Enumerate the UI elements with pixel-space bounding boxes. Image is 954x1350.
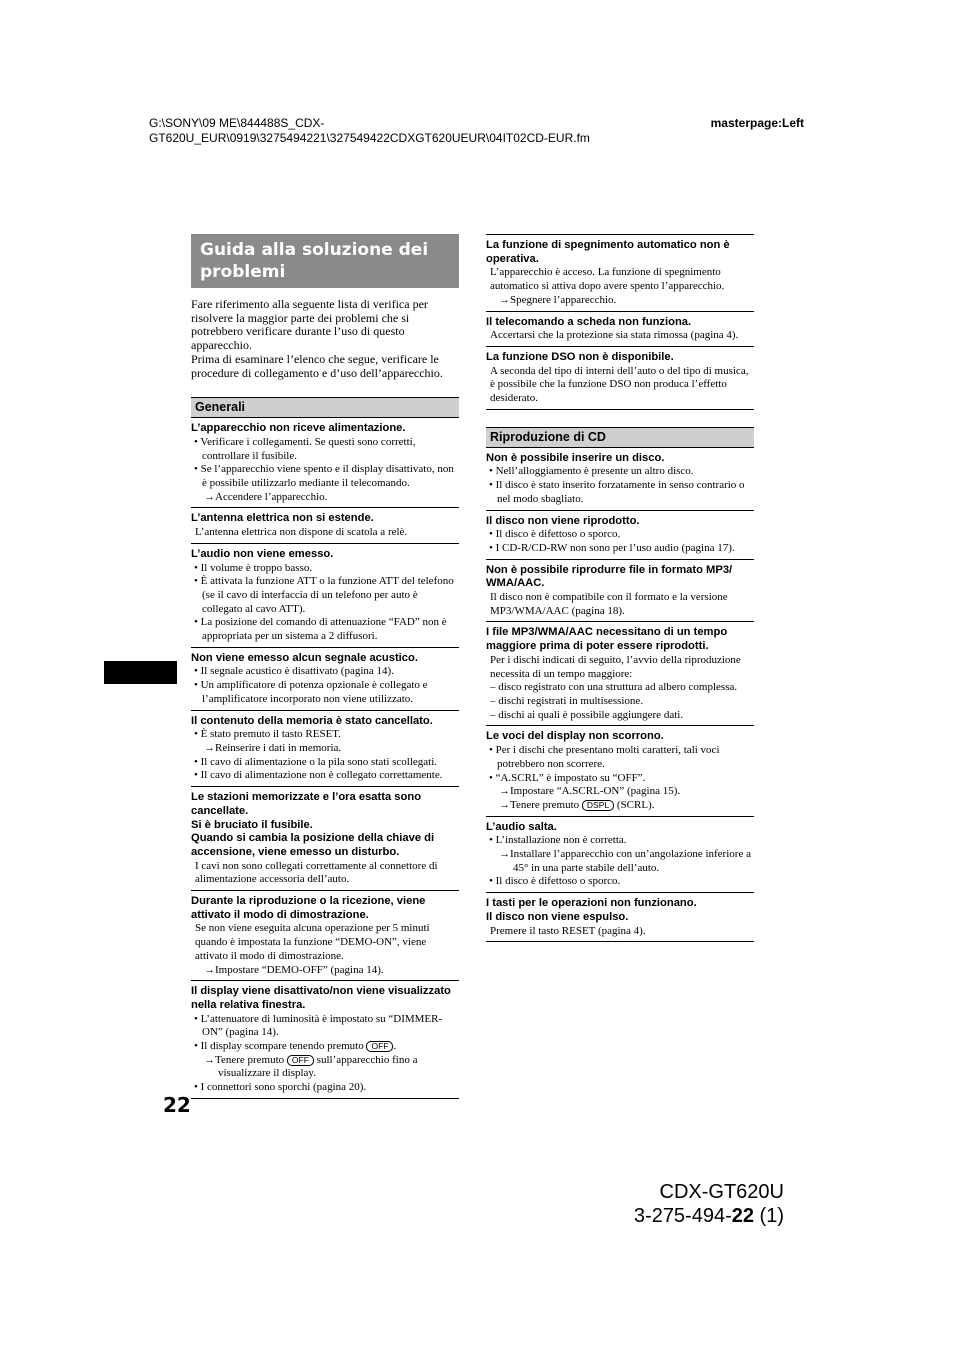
troubleshooting-entry xyxy=(191,512,459,543)
masterpage-label: masterpage:Left xyxy=(710,116,804,130)
button-label-off: OFF xyxy=(366,1041,393,1052)
problem-heading: Le stazioni memorizzate e l’ora esatta sono cancellate. xyxy=(191,791,422,817)
bullet-item: • I connettori sono sporchi (pagina 20). xyxy=(194,1081,367,1094)
troubleshooting-entry xyxy=(191,548,459,648)
problem-heading: Durante la riproduzione o la ricezione, viene attivato il modo di dimostrazione. xyxy=(191,895,426,921)
model-code-prefix: 3-275-494- xyxy=(633,1205,732,1227)
right-column xyxy=(486,234,754,942)
file-path-header xyxy=(149,116,590,146)
troubleshooting-entry xyxy=(486,351,754,410)
intro-paragraph: Fare riferimento alla seguente lista di verifica per risolvere la maggior parte dei problemi che si potrebbero verificare durante l’uso di questo apparecchio. xyxy=(191,297,428,353)
bullet-item: • È stato premuto il tasto RESET. xyxy=(194,728,341,741)
problem-heading: I tasti per le operazioni non funzionano. xyxy=(486,897,697,910)
solution-text: Per i dischi indicati di seguito, l’avvio della riproduzione necessita di un tempo maggiore: xyxy=(490,653,741,680)
dash-item: – dischi registrati in multisessione. xyxy=(490,694,644,707)
remedy-item xyxy=(191,1054,459,1081)
problem-heading: Il display viene disattivato/non viene visualizzato nella relativa finestra. xyxy=(191,985,451,1011)
remedy-item xyxy=(486,799,754,813)
problem-heading: L’audio non viene emesso. xyxy=(191,547,334,560)
bullet-item: • “A.SCRL” è impostato su “OFF”. xyxy=(489,771,646,784)
model-code xyxy=(634,1204,784,1228)
section-heading-generali: Generali xyxy=(191,397,459,418)
troubleshooting-entry xyxy=(191,652,459,711)
troubleshooting-entry xyxy=(486,564,754,623)
solution-text: Se non viene eseguita alcuna operazione per 5 minuti quando è impostata la funzione “DEMO-ON”, viene attivato il modo di dimostrazione. xyxy=(195,922,430,962)
troubleshooting-entry xyxy=(486,515,754,560)
troubleshooting-entry xyxy=(486,730,754,816)
solution-text: Accertarsi che la protezione sia stata rimossa (pagina 4). xyxy=(490,329,739,342)
troubleshooting-entry xyxy=(191,985,459,1099)
bullet-item: • Per i dischi che presentano molti caratteri, tali voci potrebbero non scorrere. xyxy=(489,744,720,770)
bullet-item: • Verificare i collegamenti. Se questi sono corretti, controllare il fusibile. xyxy=(194,435,416,462)
bullet-item: • I CD-R/CD-RW non sono per l’uso audio (pagina 17). xyxy=(489,541,735,554)
bullet-item: • Il disco è difettoso o sporco. xyxy=(489,528,621,541)
problem-heading: Le voci del display non scorrono. xyxy=(486,730,664,743)
problem-heading: La funzione DSO non è disponibile. xyxy=(486,350,674,363)
remedy-item: →Spegnere l’apparecchio. xyxy=(499,293,617,306)
section-heading-riproduzione-cd: Riproduzione di CD xyxy=(486,427,754,448)
bullet-item: • Il cavo di alimentazione non è collegato correttamente. xyxy=(194,769,443,782)
problem-heading: L’antenna elettrica non si estende. xyxy=(191,512,374,525)
model-code-suffix: (1) xyxy=(754,1205,784,1227)
troubleshooting-entry xyxy=(486,452,754,511)
problem-heading: L’apparecchio non riceve alimentazione. xyxy=(191,422,406,435)
model-name: CDX-GT620U xyxy=(659,1181,784,1203)
troubleshooting-entry xyxy=(486,626,754,726)
page-title: Guida alla soluzione dei problemi xyxy=(191,234,459,288)
problem-heading: Non viene emesso alcun segnale acustico. xyxy=(191,651,418,664)
bullet-item: • Se l’apparecchio viene spento e il display disattivato, non è possibile utilizzarlo mediante il telecomando. xyxy=(194,463,454,490)
problem-heading: Il disco non viene riprodotto. xyxy=(486,514,640,527)
model-code-bold: 22 xyxy=(731,1205,754,1227)
bullet-item: • Il disco è stato inserito forzatamente in senso contrario o nel modo sbagliato. xyxy=(489,479,745,505)
bullet-item xyxy=(191,1040,459,1054)
page-number: 22 xyxy=(163,1093,191,1117)
troubleshooting-entry xyxy=(191,715,459,788)
line-text: • Il display scompare tenendo premuto xyxy=(194,1040,364,1053)
bullet-item: • Nell’alloggiamento è presente un altro disco. xyxy=(489,465,694,478)
remedy-item: →Installare l’apparecchio con un’angolazione inferiore a 45° in una parte stabile dell’auto. xyxy=(499,848,751,874)
left-column xyxy=(191,234,459,1099)
solution-text: L’apparecchio è acceso. La funzione di spegnimento automatico si attiva dopo avere spento l’apparecchio. xyxy=(490,266,725,293)
remedy-item: →Impostare “A.SCRL-ON” (pagina 15). xyxy=(499,785,681,798)
section-thumb-tab xyxy=(104,661,177,684)
bullet-item: • Il volume è troppo basso. xyxy=(194,561,313,574)
remedy-item: →Accendere l’apparecchio. xyxy=(204,490,328,503)
riproduzione-cd-entries xyxy=(486,452,754,943)
solution-text: I cavi non sono collegati correttamente al connettore di alimentazione accessoria dell’auto. xyxy=(195,859,438,886)
troubleshooting-entry xyxy=(191,422,459,508)
button-label-off: OFF xyxy=(287,1055,314,1066)
solution-text: Il disco non è compatibile con il formato e la versione MP3/WMA/AAC (pagina 18). xyxy=(490,591,728,617)
bullet-item: • Il disco è difettoso o sporco. xyxy=(489,875,621,888)
solution-text: A seconda del tipo di interni dell’auto o del tipo di musica, è possibile che la funzione DSO non produca l’effetto desiderato. xyxy=(490,364,749,405)
button-label-dspl: DSPL xyxy=(582,800,614,811)
bullet-item: • È attivata la funzione ATT o la funzione ATT del telefono (se il cavo di interfaccia di un telefono per auto è collegato al cavo ATT). xyxy=(194,575,454,615)
intro-paragraph: Prima di esaminare l’elenco che segue, verificare le procedure di collegamento e d’uso dell’apparecchio. xyxy=(191,351,443,380)
intro-text xyxy=(191,298,459,380)
generali-continued-entries xyxy=(486,234,754,410)
bullet-item: • La posizione del comando di attenuazione “FAD” non è appropriata per un sistema a 2 diffusori. xyxy=(194,616,447,643)
problem-heading: Il telecomando a scheda non funziona. xyxy=(486,315,692,328)
problem-heading: La funzione di spegnimento automatico non è operativa. xyxy=(486,239,730,265)
troubleshooting-entry xyxy=(191,791,459,891)
file-path-line1: G:\SONY\09 ME\844488S_CDX- xyxy=(149,116,325,130)
dash-item: – dischi ai quali è possibile aggiungere dati. xyxy=(490,708,684,721)
remedy-item: →Impostare “DEMO-OFF” (pagina 14). xyxy=(204,963,384,976)
troubleshooting-entry xyxy=(486,897,754,942)
troubleshooting-entry xyxy=(486,239,754,312)
problem-heading: Il disco non viene espulso. xyxy=(486,910,629,923)
dash-item: – disco registrato con una struttura ad albero complessa. xyxy=(490,681,738,694)
line-text: →Tenere premuto xyxy=(204,1053,285,1066)
problem-heading: Non è possibile riprodurre file in formato MP3/ WMA/AAC. xyxy=(486,563,733,590)
problem-heading: L’audio salta. xyxy=(486,820,557,833)
line-text-after: sull’apparecchio fino a visualizzare il display. xyxy=(218,1053,418,1080)
problem-heading: Si è bruciato il fusibile. xyxy=(191,818,313,831)
bullet-item: • Il segnale acustico è disattivato (pagina 14). xyxy=(194,665,394,678)
bullet-item: • Il cavo di alimentazione o la pila sono stati scollegati. xyxy=(194,755,438,768)
solution-text: L’antenna elettrica non dispone di scatola a relè. xyxy=(195,526,408,539)
solution-text: Premere il tasto RESET (pagina 4). xyxy=(490,924,646,937)
line-text-after: (SCRL). xyxy=(614,798,655,811)
file-path-line2: GT620U_EUR\0919\3275494221\327549422CDXGT620UEUR\04IT02CD-EUR.fm xyxy=(149,131,590,145)
bullet-item: • Un amplificatore di potenza opzionale è collegato e l’amplificatore incorporato non viene utilizzato. xyxy=(194,679,428,705)
remedy-item: →Reinserire i dati in memoria. xyxy=(204,741,342,754)
troubleshooting-entry xyxy=(486,821,754,894)
problem-heading: Quando si cambia la posizione della chiave di accensione, viene emesso un disturbo. xyxy=(191,832,435,858)
problem-heading: Non è possibile inserire un disco. xyxy=(486,451,665,464)
bullet-item: • L’attenuatore di luminosità è impostato su “DIMMER-ON” (pagina 14). xyxy=(194,1012,443,1039)
line-text: →Tenere premuto xyxy=(499,798,580,811)
troubleshooting-entry xyxy=(486,316,754,347)
problem-heading: Il contenuto della memoria è stato cancellato. xyxy=(191,714,433,727)
generali-entries xyxy=(191,422,459,1099)
troubleshooting-entry xyxy=(191,895,459,981)
line-text-after: . xyxy=(393,1040,397,1053)
problem-heading: I file MP3/WMA/AAC necessitano di un tempo maggiore prima di poter essere riprodotti. xyxy=(486,626,728,653)
bullet-item: • L’installazione non è corretta. xyxy=(489,834,627,847)
